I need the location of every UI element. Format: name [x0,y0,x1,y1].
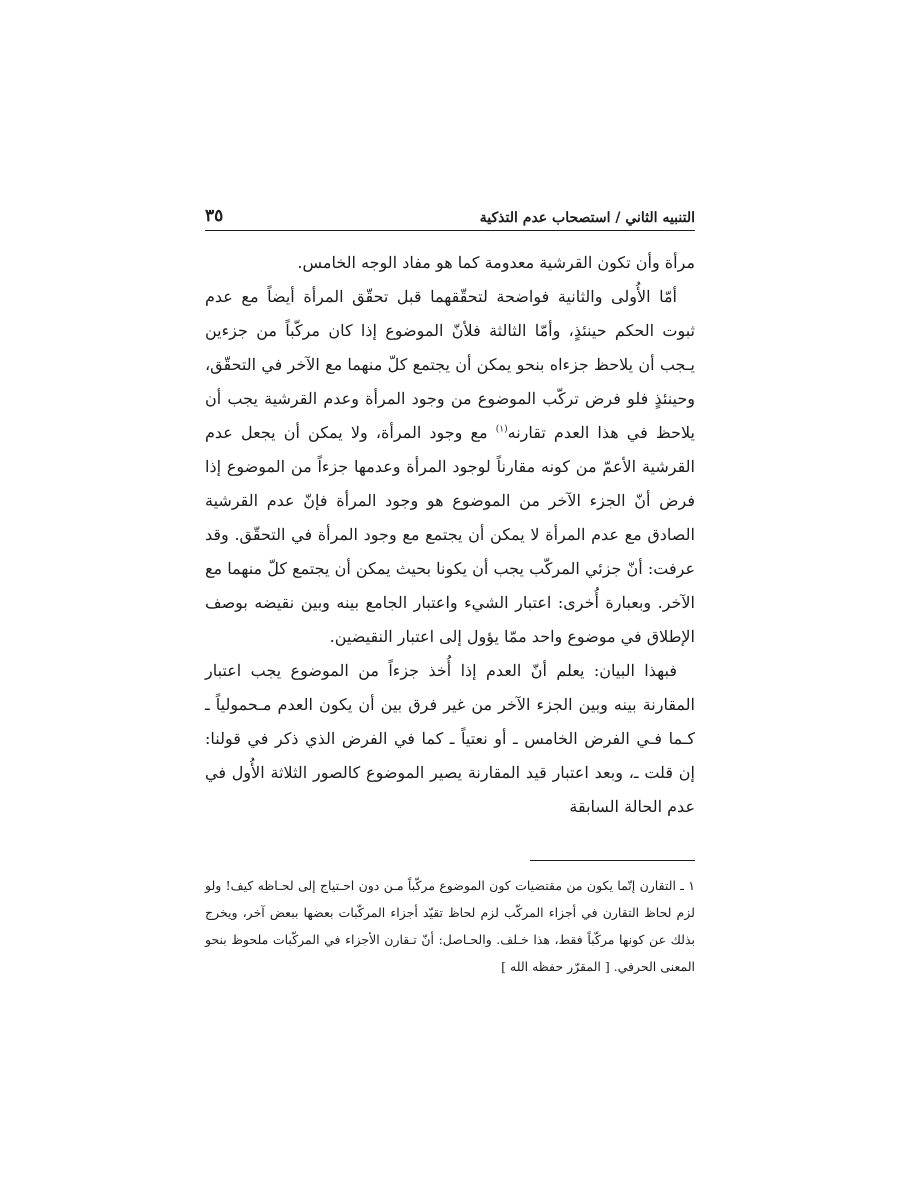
paragraph-continuation: مرأة وأن تكون القرشية معدومة كما هو مفاد الوجه الخامس. [297,253,695,272]
footnote-number: ١ ـ [675,878,695,893]
paragraph: فبهذا البيان: يعلم أنّ العدم إذا أُخذ جزءاً من الموضوع يجب اعتبار المقارنة بينه وبين الجزء الآخر من غير فرق بين أن يكون العدم مـحمولياً ـ كـما فـي الفرض الخامس ـ أو نعتياً ـ كما في الفرض الذي ذكر في قولنا: إن قلت ـ، وبعد اعتبار قيد المقارنة يصير الموضوع كالصور الثلاثة الأُول في عدم الحالة السابقة [205,661,695,816]
running-header [205,202,695,231]
paragraph-text-continued: مع وجود المرأة، ولا يمكن أن يجعل عدم القرشية الأعمّ من كونه مقارناً لوجود المرأة وعدمها جزءاً من الموضوع إذا فرض أنّ الجزء الآخر من الموضوع هو وجود المرأة فإنّ عدم القرشية الصادق مع عدم المرأة لا يمكن أن يجتمع مع وجود المرأة في التحقّق. وقد عرفت: أنّ جزئي المركّب يجب أن يكونا بحيث يمكن أن يجتمع كلّ منهما مع الآخر. وبعبارة أُخرى: اعتبار الشيء واعتبار الجامع بينه وبين نقيضه بوصف الإطلاق في موضوع واحد ممّا يؤول إلى اعتبار النقيضين. [205,423,695,646]
body-text [205,246,695,824]
paragraph [205,280,695,654]
footnote-reference[interactable]: (١) [495,424,508,435]
chapter-title: التنبيه الثاني / استصحاب عدم التذكية [479,210,695,226]
page-number: ٣٥ [205,206,224,226]
footnotes [205,872,695,980]
paragraph-text: أمّا الأُولى والثانية فواضحة لتحقّقهما قبل تحقّق المرأة أيضاً مع عدم ثبوت الحكم حينئذٍ، وأمّا الثالثة فلأنّ الموضوع إذا كان مركّباً من جزءين يـجب أن يلاحظ جزءاه بنحو يمكن أن يجتمع كلّ منهما مع الآخر في التحقّق، وحينئذٍ فلو فرض تركّب الموضوع من وجود المرأة وعدم القرشية يجب أن يلاحظ في هذا العدم تقارنه [205,287,696,442]
footnote-item [205,872,695,980]
footnote-divider [530,860,695,861]
footnote-text: التقارن إنّما يكون من مقتضيات كون الموضوع مركّباً مـن دون احـتياج إلى لحـاظه كيف! ولو لزم لحاظ التقارن في أجزاء المركّب لزم لحاظ تقيّد أجزاء المركّبات بعضها ببعض آخر، ويخرج بذلك عن كونها مركّباً فقط، هذا خـلف. والحـاصل: أنّ تـقارن الأجزاء في المركّبات ملحوظ بنحو المعنى الحرفي. [ المقرّر حفظه الله ] [205,878,695,974]
